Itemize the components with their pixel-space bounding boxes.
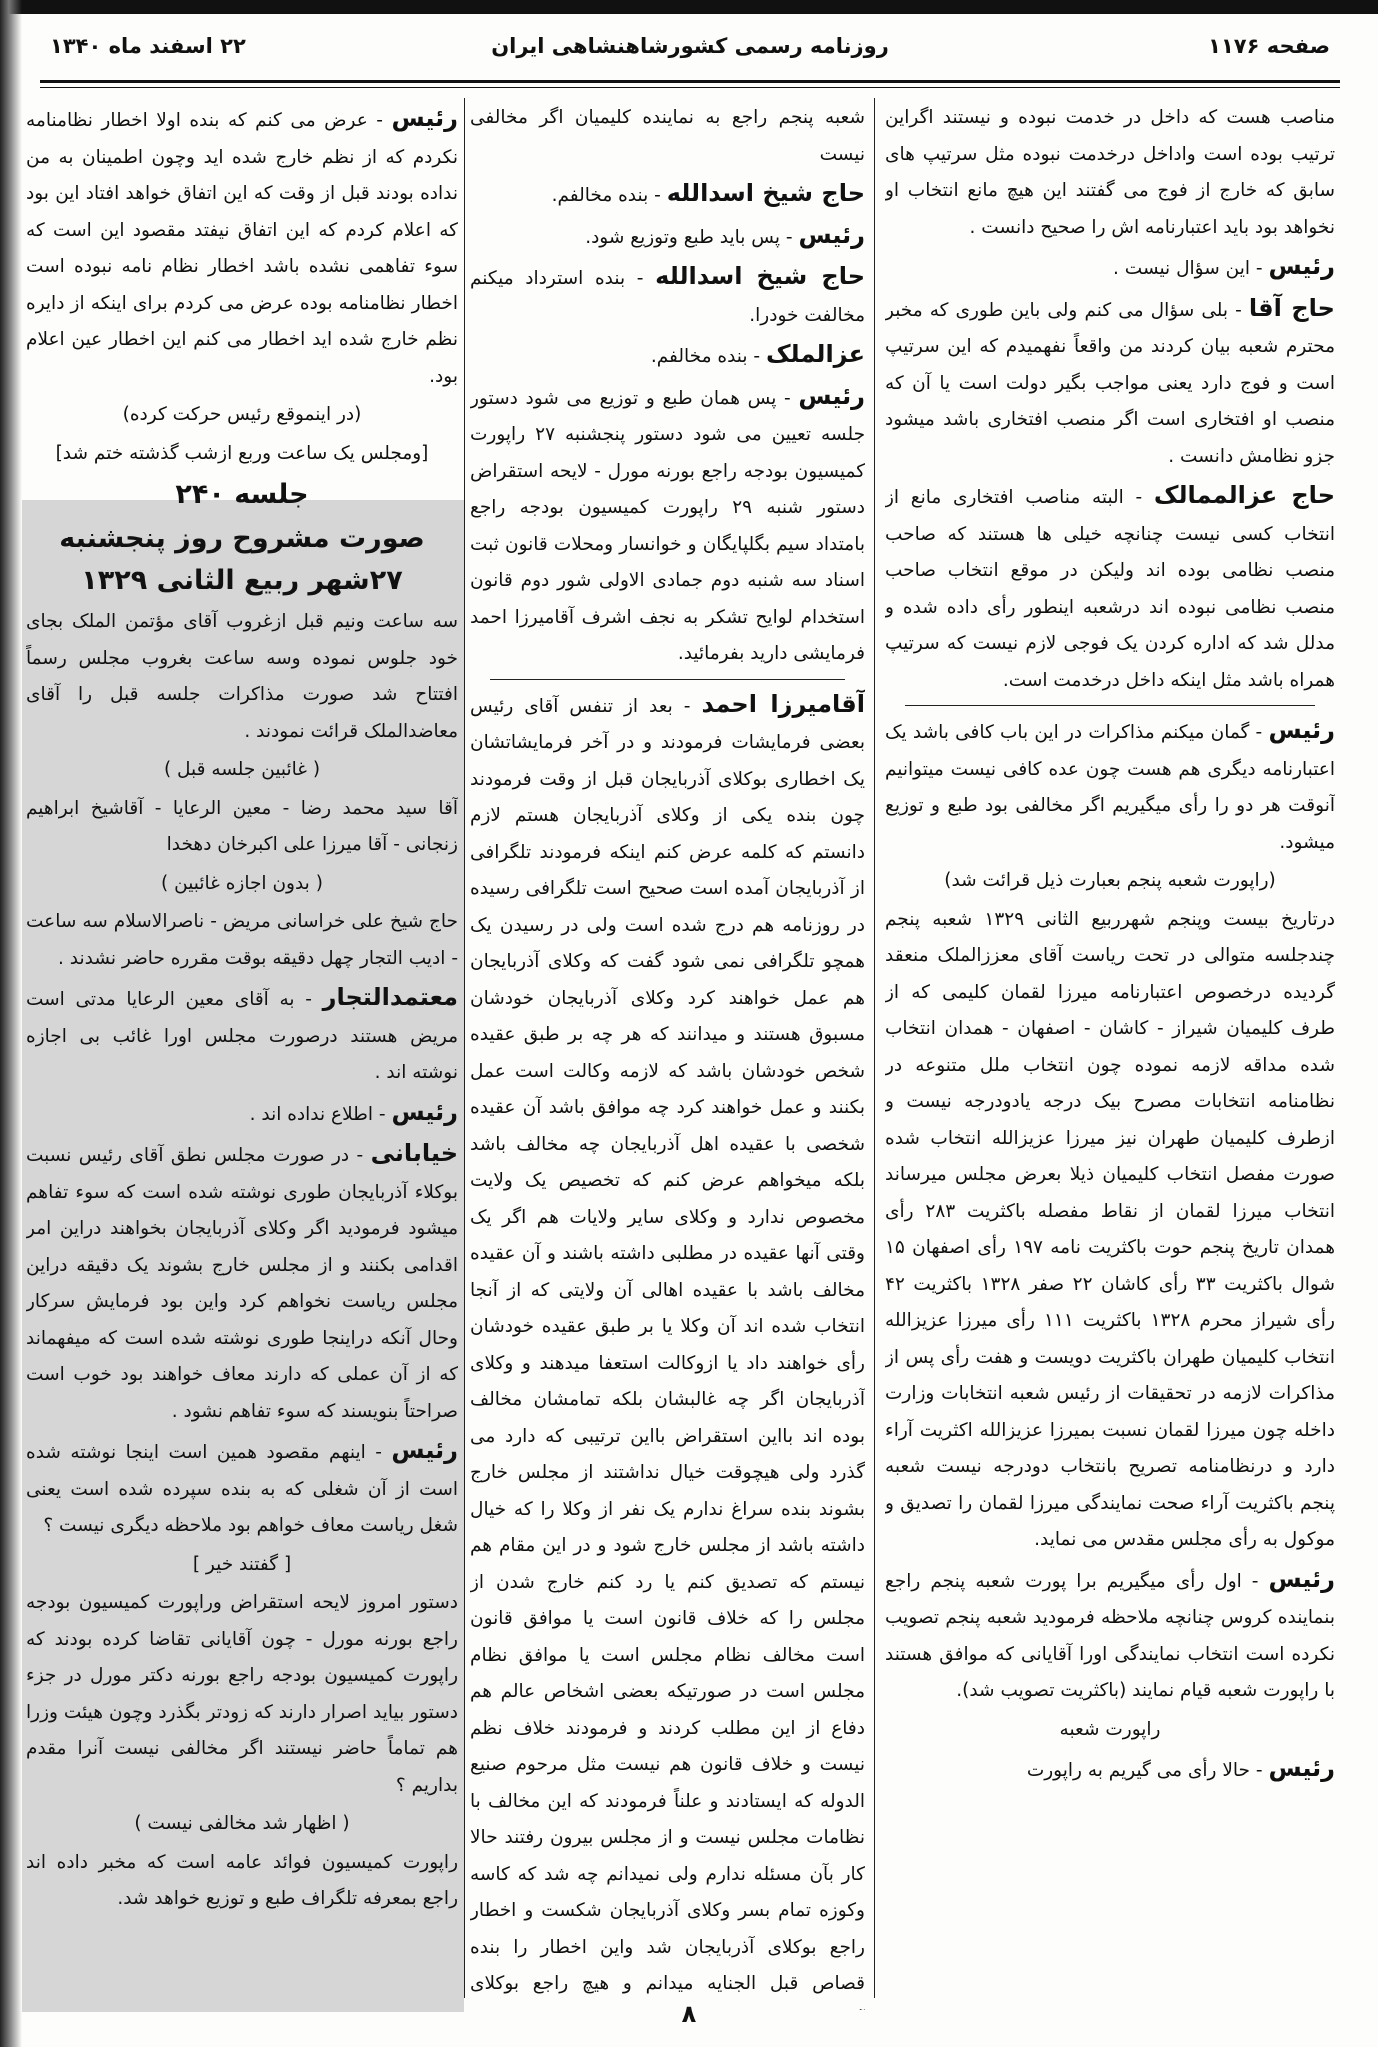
centered-note: [ومجلس یک ساعت وربع ازشب گذشته ختم شد]	[55, 442, 429, 464]
speech-text: - بنده مخالفم.	[650, 346, 761, 367]
paragraph: درتاریخ بیست وپنجم شهرربیع الثانی ۱۳۲۹ شعبه پنجم چندجلسه متوالی در تحت ریاست آقای معززالملک منعقد گردیده درخصوص اعتبارنامه میرزا لقمان کلیمی که از طرف کلیمیان شیراز - کاشان - اصفهان - همدان انتخاب شده مداقه لازمه نموده چون انتخاب ملل متنوعه در نظامنامه انتخابات مصرح بیک درجه یادودرجه نیست و ازطرف کلیمیان طهران نیز میرزا عزیزالله انتخاب شده صورت مفصل انتخاب کلیمیان ذیلا بعرض مجلس میرساند انتخاب میرزا لقمان از نقاط مفصله باکثریت ۲۸۳ رأی همدان تاریخ پنجم حوت باکثریت نامه ۱۹۷ رأی اصفهان ۱۵ شوال باکثریت ۳۳ رأی کاشان ۲۲ صفر ۱۳۲۸ باکثریت ۴۲ رأی شیراز محرم ۱۳۲۸ باکثریت ۱۱۱ رأی میرزا عزیزالله انتخاب کلیمیان طهران باکثریت دویست و هفت رأی پس از مذاکرات لازمه در تحقیقات از رئیس شعبه انتخابات وزارت داخله چون میرزا لقمان نسبت بمیرزا عزیزالله اکثریت آراء دارد و درنظامنامه تصریح بانتخاب دودرجه نیست شعبه پنجم باکثریت آراء صحت نمایندگی میرزا لقمان را تصدیق و موکول به رأی مجلس مقدس می نماید.	[885, 908, 1335, 1550]
speech-text: - البته مناصب افتخاری مانع از انتخاب کسی نیست چنانچه خیلی ها هستند که صاحب منصب نظامی بوده اند ولیکن در موقع انتخاب صاحب منصب نظامی نبوده اند درشعبه اینطور رأی داده شده و مدلل شد که اداره کردن یک فوجی لازم نیست که سرتیپ همراه باشد مثل اینکه داخل درخدمت است.	[885, 487, 1335, 691]
speaker-name: رئیس	[1268, 1564, 1335, 1593]
column-left	[26, 100, 458, 2010]
speech-text: - اول رأی میگیریم برا پورت شعبه پنجم راجع بنماینده کروس چنانچه ملاحظه فرمودید شعبه پنجم تصویب نکرده است انتخاب نمایندگی اورا آقایانی که موافق هستند با راپورت شعبه قیام نمایند (باکثریت تصویب شد).	[885, 1570, 1335, 1701]
speech-paragraph	[470, 378, 865, 673]
speaker-name: رئیس	[1268, 252, 1335, 280]
paragraph: دستور امروز لایحه استقراض وراپورت کمیسیون بودجه راجع بورنه مورل - چون آقایانی تقاضا کرده بودند که راپورت کمیسیون بودجه راجع بورنه دکتر مورل در جزء دستور بیاید اصرار دارند که زودتر بگذرد وچون هیئت وزرا هم تماماً حاضر نیستند اگر مخالفی نیست آنرا مقدم بداریم ؟	[26, 1592, 458, 1796]
speech-text: - بلی سؤال می کنم ولی باین طوری که مخبر محترم شعبه بیان کردند من واقعاً نفهمیدم که این سرتیپ است و فوج دارد یعنی مواجب بگیر دولت است یا آن که منصب او افتخاری است اگر منصب افتخاری باشد میشود جزو نظامش دانست .	[885, 299, 1335, 467]
speech-paragraph	[26, 1094, 458, 1134]
speaker-name: معتمدالتجار	[322, 983, 458, 1011]
speech-text: - پس باید طبع وتوزیع شود.	[585, 226, 793, 248]
speech-text: - پس همان طبع و توزیع می شود دستور جلسه تعیین می شود دستور پنجشنبه ۲۷ راپورت کمیسیون بودجه راجع بورنه مورل - لایحه استقراض دستور شنبه ۲۹ راپورت کمیسیون بودجه راجع بامتداد سیم بگلپایگان و خوانسار ومحلات قانون ثبت اسناد سه شنبه دوم جمادی الاولی شور دوم قانون استخدام لوایح تشکر به نجف اشرف آقامیرزا احمد فرمایشی دارید بفرمائید.	[470, 387, 865, 664]
speech-text: - اینهم مقصود همین است اینجا نوشته شده است از آن شغلی که به بنده سپرده شده است یعنی شغل ریاست معاف خواهم بود ملاحظه دیگری نیست ؟	[26, 1442, 458, 1536]
header-double-rule	[40, 80, 1340, 88]
speech-text: - اطلاع نداده اند .	[249, 1103, 386, 1125]
paragraph: سه ساعت ونیم قبل ازغروب آقای مؤتمن الملک بجای خود جلوس نموده وسه ساعت بغروب مجلس رسماً افتتاح شد صورت مذاکرات جلسه قبل را آقای معاضدالملک قرائت نمودند .	[26, 611, 458, 742]
centered-note: ( بدون اجازه غائبین )	[161, 872, 323, 894]
centered-note: راپورت شعبه	[1059, 1718, 1161, 1740]
page-header	[40, 34, 1340, 74]
speaker-name: آقامیرزا احمد	[701, 689, 865, 718]
speech-paragraph	[470, 336, 865, 376]
speaker-name: عزالملک	[765, 340, 865, 368]
speech-text: - عرض می کنم که بنده اولا اخطار نظامنامه نکردم که از نظم خارج شده اید وچون اطمینان به من نداده بودند قبل از وقت که این اتفاق خواهد افتاد این بود که اعلام کردم که این اتفاق نیفتد مقصود این است که سوء تفاهمی نشده باشد اخطار نظام نامه نبوده است اخطار نظامنامه بوده عرض می کردم برای اینکه از دایره نظم خارج شده اید اخطار می کنم این اخطار عین اعلام بود.	[26, 110, 458, 387]
speech-paragraph	[26, 1432, 458, 1545]
column-divider	[464, 98, 465, 1998]
page-number: ۸	[681, 2000, 697, 2028]
session-heading: جلسه ۲۴۰	[175, 479, 309, 510]
speaker-name: رئیس	[391, 104, 458, 132]
issue-date: ۲۲ اسفند ماه ۱۳۴۰	[50, 34, 246, 58]
paragraph: حاج شیخ علی خراسانی مریض - ناصرالاسلام سه ساعت - ادیب التجار چهل دقیقه بوقت مقرره حاضر نشدند .	[26, 911, 458, 969]
scan-binding-shadow	[0, 0, 22, 2047]
page-label: صفحه ۱۱۷۶	[1208, 34, 1330, 58]
scan-top-edge	[0, 0, 1378, 14]
speech-paragraph	[885, 477, 1335, 699]
speech-text: - به آقای معین الرعایا مدتی است مریض هستند درصورت مجلس اورا غائب بی اجازه نوشته اند .	[26, 989, 458, 1083]
speaker-name: رئیس	[391, 1097, 458, 1126]
session-heading: صورت مشروح روز پنجشنبه ۲۷شهر ربیع الثانی ۱۳۲۹	[59, 523, 425, 596]
section-separator	[905, 705, 1315, 706]
speech-paragraph	[470, 258, 865, 334]
speech-paragraph	[470, 175, 865, 215]
centered-note: ( غائبین جلسه قبل )	[163, 759, 321, 780]
centered-note: (در اینموقع رئیس حرکت کرده)	[122, 404, 362, 425]
newspaper-title: روزنامه رسمی کشورشاهنشاهی ایران	[491, 34, 889, 58]
speaker-name: حاج آقا	[1248, 293, 1335, 322]
speaker-name: حاج شیخ اسدالله	[655, 262, 865, 290]
column-divider	[874, 98, 875, 1998]
centered-note: ( اظهار شد مخالفی نیست )	[134, 1813, 350, 1834]
speech-text: - در صورت مجلس نطق آقای رئیس نسبت بوکلاء آذربایجان طوری نوشته شده است که سوء تفاهم میشود فرمودید اگر وکلای آذربایجان بخواهند دراین امر اقدامی بکنند و از مجلس خارج بشوند یک دقیقه دراین مجلس ریاست نخواهم کرد واین بود فرمایش سرکار وحال آنکه دراینجا طوری نوشته شده است که میفهماند که از آن عملی که دارند معاف خواهند بود خوب است صراحتاً بنویسند که سوء تفاهم نشود .	[26, 1145, 458, 1422]
column-middle	[470, 100, 865, 2010]
speech-paragraph	[26, 1135, 458, 1430]
speaker-name: حاج شیخ اسدالله	[666, 179, 865, 207]
column-right	[885, 100, 1335, 2010]
speech-paragraph	[885, 248, 1335, 288]
speech-paragraph	[26, 979, 458, 1092]
speaker-name: رئیس	[391, 1436, 458, 1464]
speaker-name: رئیس	[798, 381, 865, 410]
speech-paragraph	[885, 1750, 1335, 1790]
centered-note: [ گفتند خیر ]	[192, 1553, 292, 1575]
speech-paragraph	[885, 712, 1335, 861]
paragraph: راپورت کمیسیون فوائد عامه است که مخبر داده اند راجع بمعرفه تلگراف طبع و توزیع خواهد شد.	[26, 1851, 458, 1909]
speech-paragraph	[885, 1561, 1335, 1710]
speaker-name: حاج عزالممالک	[1153, 481, 1335, 509]
speech-text: - این سؤال نیست .	[1113, 258, 1263, 279]
speech-text: - بعد از تنفس آقای رئیس بعضی فرمایشات فرمودند و در آخر فرمایشاتشان یک اخطاری بوکلای آذربایجان قبل از وقت فرمودند چون بنده یکی از وکلای آذربایجان هستم لازم دانستم که کلمه عرض کنم اینکه فرمودند تلگرافی از آذربایجان آمده است صحیح است تلگرافی رسیده در روزنامه هم درج شده است ولی در رسیدن یک همچو تلگرافی نمی شود گفت که وکلای آذربایجان هم عمل خواهند کرد وکلای آذربایجان خودشان مسبوق هستند و میدانند که هر چه بر طبق عقیده شخص خودشان باشد که لازمه وکالت است عمل بکنند و عمل خواهند کرد چه موافق باشد آن عقیده شخصی با عقیده اهل آذربایجان چه مخالف باشد بلکه میخواهم عرض کنم که تخصیص یک ولایت مخصوص ندارد و وکلای سایر ولایات هم اگر یک وقتی آنها عقیده در مطلبی داشته باشند و آن عقیده مخالف باشد با عقیده اهالی آن ولایتی که از آنجا انتخاب شده اند آن وکلا یا بر طبق عقیده خودشان رأی خواهند داد یا ازوکالت استعفا میدهند و وکلای آذربایجان اگر چه غالبشان بلکه تمامشان مخالف بوده اند بااین استقراض بااین ترتیبی که دارد می گذرد ولی هیچوقت خیال نداشتند از مجلس خارج بشوند بنده سراغ ندارم یک نفر از وکلا را که خیال داشته باشد از مجلس خارج شود و در این مقام هم نیستم که تصدیق کنم یا رد کنم خارج شدن از مجلس را که خلاف قانون است یا موافق قانون است مخالف نظام مجلس است یا موافق نظام مجلس است در صورتیکه بعضی اشخاص عالم هم دفاع از این مطلب کردند و فرمودند خلاف نظم نیست و خلاف قانون هم نیست مثل مرحوم صنیع الدوله که ایستادند و علناً فرمودند که این مخالف با نظامات مجلس نیست و از مجلس بیرون رفتند حالا کار بآن مسئله ندارم ولی نمیدانم چه شد که کاسه وکوزه تمام بسر وکلای آذربایجان شکست و اخطار راجع بوکلای آذربایجان شد واین اخطار را بنده قصاص قبل الجنایه میدانم و هیچ راجع بوکلای	[470, 695, 865, 1994]
speaker-name: خیابانی	[370, 1139, 458, 1167]
speech-paragraph	[885, 290, 1335, 476]
speaker-name: رئیس	[1268, 1754, 1335, 1782]
speech-paragraph	[26, 100, 458, 395]
section-separator	[490, 679, 845, 680]
speech-paragraph	[470, 686, 865, 2011]
speech-text: - بنده مخالفم.	[551, 185, 661, 206]
speaker-name: رئیس	[798, 220, 865, 249]
paragraph: شعبه پنجم راجع به نماینده کلیمیان اگر مخالفی نیست	[470, 107, 865, 165]
speech-text: - گمان میکنم مذاکرات در این باب کافی باشد یک اعتبارنامه دیگری هم هست چون عده کافی نیست میتوانیم آنوقت هر دو را رأی میگیریم اگر مخالفی بود طبع و توزیع میشود.	[885, 722, 1335, 853]
paragraph: مناصب هست که داخل در خدمت نبوده و نیستند اگراین ترتیب بوده است واداخل درخدمت نبوده مثل سرتیپ های سابق که خارج از فوج می گفتند این هیچ مانع انتخاب او نخواهد بود باید اعتبارنامه اش را صحیح دانست .	[885, 107, 1335, 238]
speech-paragraph	[470, 217, 865, 257]
centered-note: (راپورت شعبه پنجم بعبارت ذیل قرائت شد)	[944, 870, 1276, 891]
speaker-name: رئیس	[1268, 716, 1335, 744]
speech-text: - حالا رأی می گیریم به راپورت	[1026, 1760, 1263, 1781]
speech-text: - بنده استرداد میکنم مخالفت خودرا.	[470, 268, 865, 326]
paragraph: آقا سید محمد رضا - معین الرعایا - آقاشیخ ابراهیم زنجانی - آقا میرزا علی اکبرخان دهخدا	[26, 797, 458, 855]
